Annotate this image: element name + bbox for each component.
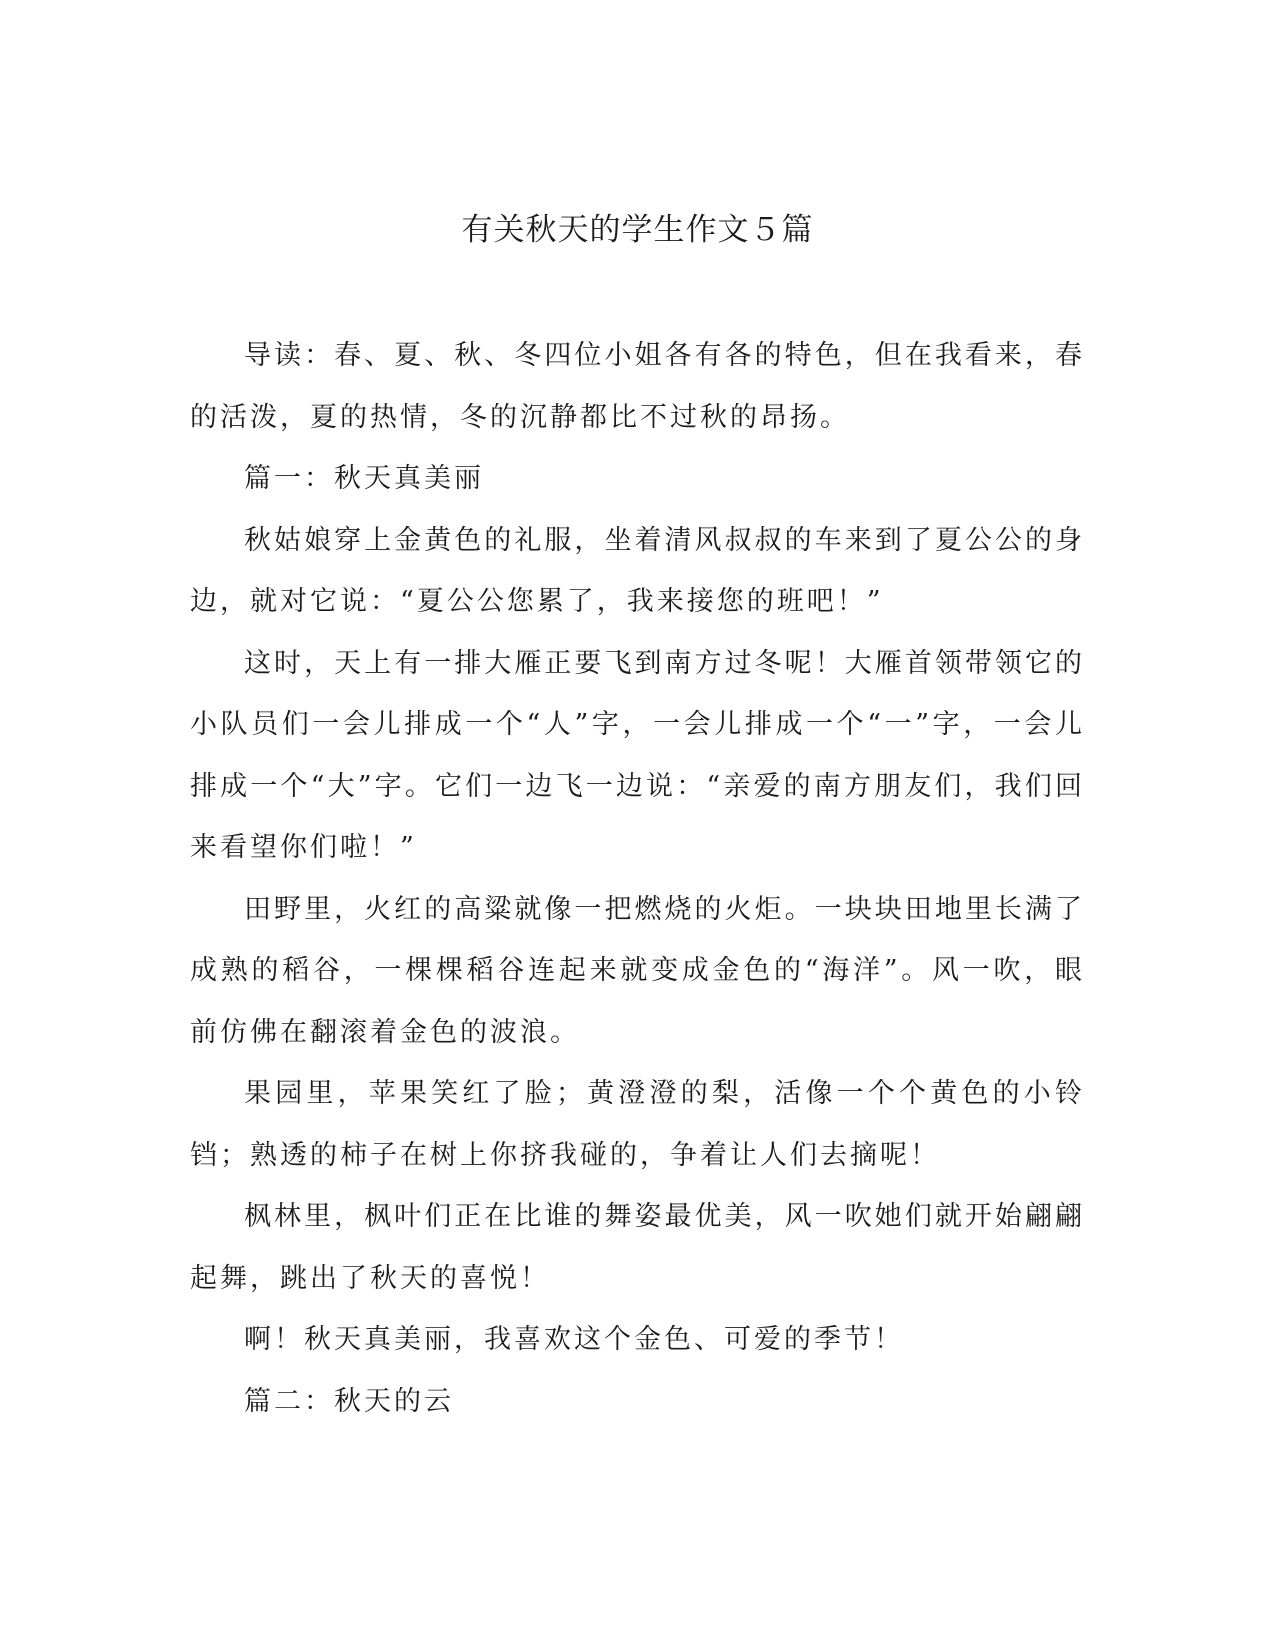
intro-paragraph: 导读：春、夏、秋、冬四位小姐各有各的特色，但在我看来，春的活泼，夏的热情，冬的沉静都比不过秋的昂扬。 bbox=[190, 340, 1085, 433]
body-paragraph: 啊！秋天真美丽，我喜欢这个金色、可爱的季节！ bbox=[244, 1324, 904, 1355]
document-title: 有关秋天的学生作文５篇 bbox=[461, 212, 814, 248]
body-paragraph: 秋姑娘穿上金黄色的礼服，坐着清风叔叔的车来到了夏公公的身边，就对它说：“夏公公您累了，我来接您的班吧！” bbox=[190, 524, 1085, 617]
body-paragraph: 枫林里，枫叶们正在比谁的舞姿最优美，风一吹她们就开始翩翩起舞，跳出了秋天的喜悦！ bbox=[190, 1201, 1085, 1294]
body-paragraph: 田野里，火红的高粱就像一把燃烧的火炬。一块块田地里长满了成熟的稻谷，一棵棵稻谷连起来就变成金色的“海洋”。风一吹，眼前仿佛在翻滚着金色的波浪。 bbox=[190, 893, 1085, 1048]
body-paragraph: 果园里，苹果笑红了脸；黄澄澄的梨，活像一个个黄色的小铃铛；熟透的柿子在树上你挤我碰的，争着让人们去摘呢！ bbox=[190, 1078, 1085, 1171]
document-body bbox=[190, 325, 1085, 1432]
body-paragraph: 这时，天上有一排大雁正要飞到南方过冬呢！大雁首领带领它的小队员们一会儿排成一个“人”字，一会儿排成一个“一”字，一会儿排成一个“大”字。它们一边飞一边说：“亲爱的南方朋友们，我们回来看望你们啦！” bbox=[190, 647, 1085, 863]
section-heading: 篇一：秋天真美丽 bbox=[244, 463, 484, 494]
section-heading: 篇二：秋天的云 bbox=[244, 1385, 454, 1417]
